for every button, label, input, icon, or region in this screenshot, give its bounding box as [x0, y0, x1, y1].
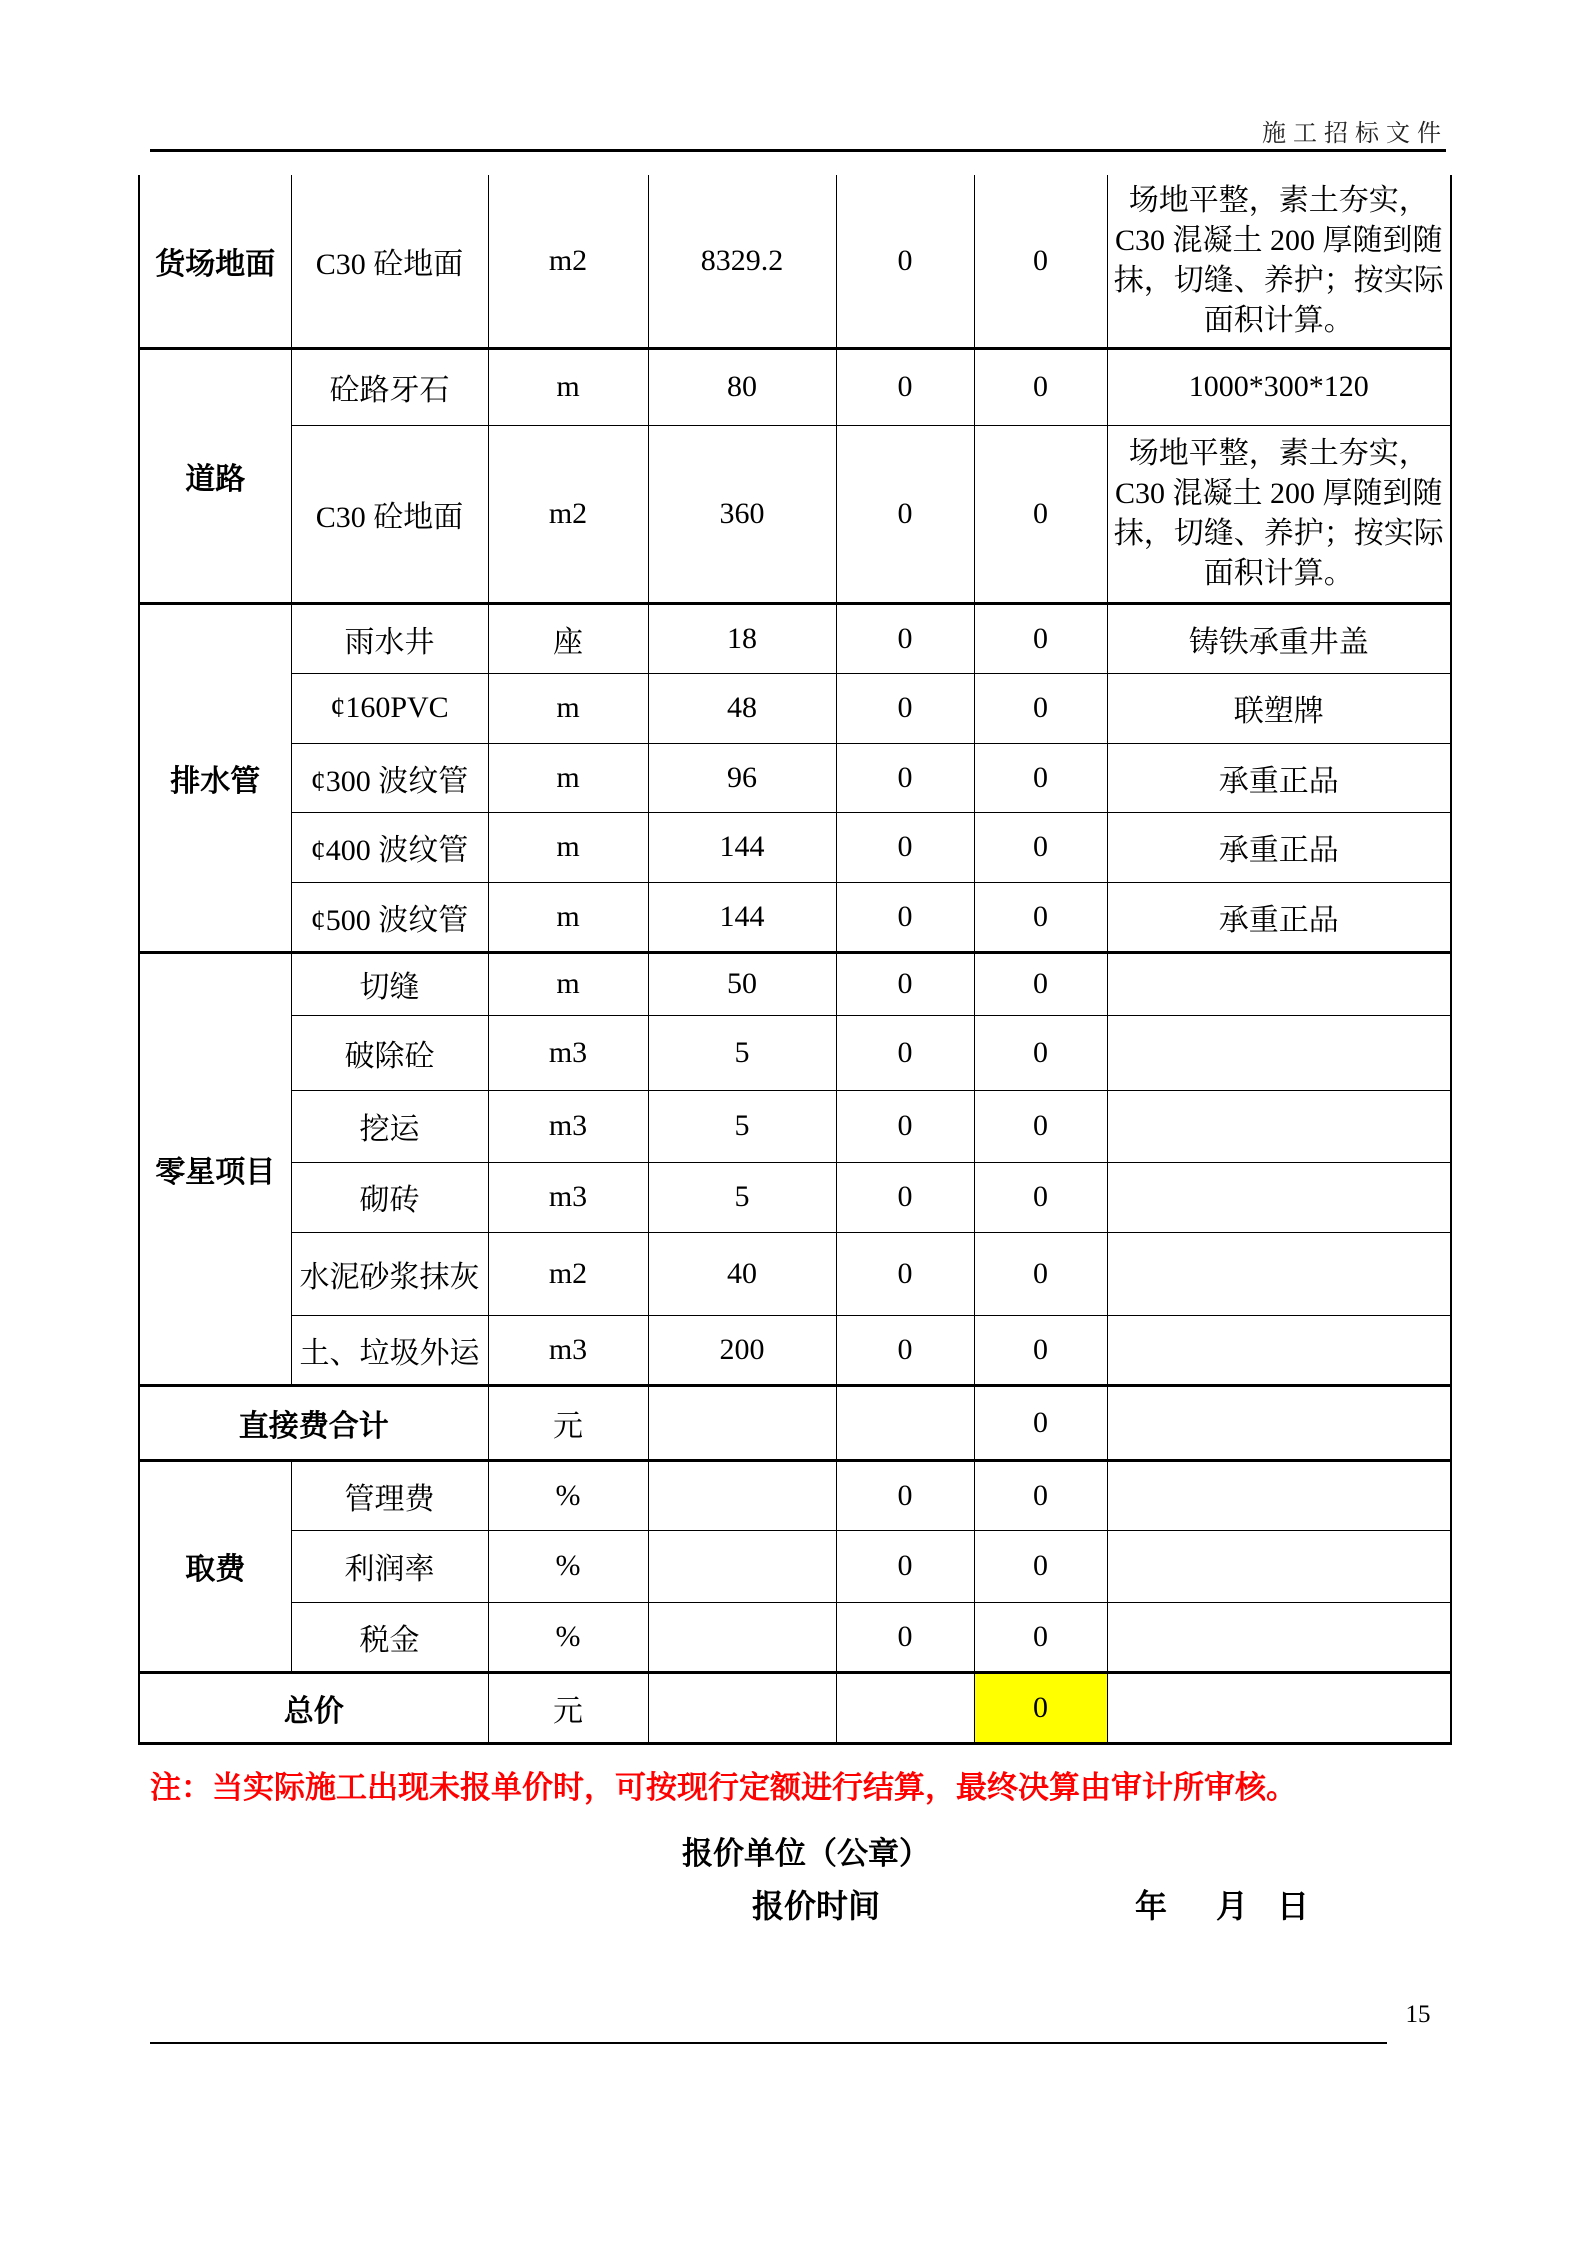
table-row — [139, 1162, 1451, 1232]
cell-note: 场地平整，素土夯实，C30 混凝土 200 厚随到随抹，切缝、养护；按实际面积计算。 — [1107, 175, 1451, 348]
table-row — [139, 812, 1451, 882]
month-label: 月 — [1216, 1888, 1249, 1924]
cell-qty — [648, 1385, 836, 1460]
cell-price: 0 — [836, 812, 974, 882]
cell-amount: 0 — [974, 952, 1107, 1015]
cell-amount: 0 — [974, 175, 1107, 348]
table-row — [139, 1232, 1451, 1315]
header-rule — [150, 149, 1446, 152]
table-row — [139, 1460, 1451, 1530]
table-row — [139, 1315, 1451, 1385]
cell-price: 0 — [836, 1315, 974, 1385]
cell-item: 挖运 — [291, 1090, 488, 1162]
cell-price: 0 — [836, 1460, 974, 1530]
cell-note — [1107, 1315, 1451, 1385]
cell-item: ¢500 波纹管 — [291, 882, 488, 952]
cell-unit: m2 — [488, 1232, 648, 1315]
cell-amount: 0 — [974, 1530, 1107, 1602]
cell-unit: % — [488, 1602, 648, 1672]
cell-item: 切缝 — [291, 952, 488, 1015]
cell-group: 零星项目 — [139, 952, 291, 1385]
cell-price: 0 — [836, 1232, 974, 1315]
cell-unit: m3 — [488, 1015, 648, 1090]
cell-unit: m — [488, 952, 648, 1015]
cell-price: 0 — [836, 743, 974, 812]
cell-item: 雨水井 — [291, 603, 488, 673]
cell-item: 管理费 — [291, 1460, 488, 1530]
cell-amount: 0 — [974, 812, 1107, 882]
cell-note — [1107, 952, 1451, 1015]
cell-unit: % — [488, 1530, 648, 1602]
cell-note: 承重正品 — [1107, 812, 1451, 882]
cell-price — [836, 1385, 974, 1460]
cell-note: 场地平整，素土夯实，C30 混凝土 200 厚随到随抹，切缝、养护；按实际面积计算。 — [1107, 425, 1451, 603]
cell-unit: m2 — [488, 425, 648, 603]
cell-note — [1107, 1232, 1451, 1315]
cell-item: 土、垃圾外运 — [291, 1315, 488, 1385]
cell-amount: 0 — [974, 1232, 1107, 1315]
cell-item: 破除砼 — [291, 1015, 488, 1090]
cell-unit: m3 — [488, 1162, 648, 1232]
sign-time-label: 报价时间 — [752, 1888, 881, 1924]
cell-qty: 40 — [648, 1232, 836, 1315]
table-row — [139, 425, 1451, 603]
cell-qty — [648, 1602, 836, 1672]
cell-unit: m3 — [488, 1090, 648, 1162]
table-row — [139, 673, 1451, 743]
cell-group: 直接费合计 — [139, 1385, 488, 1460]
cell-amount: 0 — [974, 882, 1107, 952]
cell-unit: 元 — [488, 1672, 648, 1743]
cell-qty: 96 — [648, 743, 836, 812]
cell-qty: 5 — [648, 1015, 836, 1090]
cell-item: 砌砖 — [291, 1162, 488, 1232]
cell-item: 利润率 — [291, 1530, 488, 1602]
cell-item: 税金 — [291, 1602, 488, 1672]
cell-qty: 5 — [648, 1162, 836, 1232]
table-row — [139, 1090, 1451, 1162]
cell-qty: 144 — [648, 882, 836, 952]
cell-group: 取费 — [139, 1460, 291, 1672]
table-row — [139, 348, 1451, 425]
cell-price: 0 — [836, 673, 974, 743]
cell-amount: 0 — [974, 1315, 1107, 1385]
cell-group: 道路 — [139, 348, 291, 603]
cell-unit: m3 — [488, 1315, 648, 1385]
cell-price: 0 — [836, 1530, 974, 1602]
cell-group: 货场地面 — [139, 175, 291, 348]
cell-price — [836, 1672, 974, 1743]
cell-group: 排水管 — [139, 603, 291, 952]
cell-price: 0 — [836, 175, 974, 348]
cell-unit: m2 — [488, 175, 648, 348]
cell-amount: 0 — [974, 1090, 1107, 1162]
footer-rule — [150, 2042, 1387, 2044]
table-row — [139, 1672, 1451, 1743]
cell-note: 承重正品 — [1107, 743, 1451, 812]
cell-unit: % — [488, 1460, 648, 1530]
cell-amount: 0 — [974, 1385, 1107, 1460]
cell-price: 0 — [836, 1015, 974, 1090]
cell-qty: 18 — [648, 603, 836, 673]
cell-group: 总价 — [139, 1672, 488, 1743]
cell-amount: 0 — [974, 425, 1107, 603]
cell-note: 联塑牌 — [1107, 673, 1451, 743]
cell-qty: 50 — [648, 952, 836, 1015]
cell-note — [1107, 1162, 1451, 1232]
cell-qty: 360 — [648, 425, 836, 603]
cell-qty: 144 — [648, 812, 836, 882]
cell-price: 0 — [836, 425, 974, 603]
table-row — [139, 175, 1451, 348]
cell-price: 0 — [836, 952, 974, 1015]
table-row — [139, 1530, 1451, 1602]
day-label: 日 — [1277, 1888, 1310, 1924]
cell-item: C30 砼地面 — [291, 425, 488, 603]
cell-note: 承重正品 — [1107, 882, 1451, 952]
cell-unit: m — [488, 673, 648, 743]
sign-unit-label: 报价单位（公章） — [682, 1836, 930, 1871]
cell-unit: m — [488, 882, 648, 952]
cell-item: ¢400 波纹管 — [291, 812, 488, 882]
cell-note — [1107, 1460, 1451, 1530]
cell-amount: 0 — [974, 1602, 1107, 1672]
cell-note — [1107, 1090, 1451, 1162]
cell-unit: 元 — [488, 1385, 648, 1460]
cell-amount: 0 — [974, 1460, 1107, 1530]
cell-qty — [648, 1672, 836, 1743]
cell-price: 0 — [836, 1602, 974, 1672]
cell-item: 砼路牙石 — [291, 348, 488, 425]
cell-qty: 8329.2 — [648, 175, 836, 348]
cell-qty — [648, 1460, 836, 1530]
table-row — [139, 952, 1451, 1015]
cell-amount-highlighted: 0 — [974, 1672, 1107, 1743]
cell-unit: m — [488, 348, 648, 425]
table-row — [139, 603, 1451, 673]
cell-price: 0 — [836, 603, 974, 673]
cell-item: 水泥砂浆抹灰 — [291, 1232, 488, 1315]
cell-note — [1107, 1015, 1451, 1090]
cell-amount: 0 — [974, 1015, 1107, 1090]
table-row — [139, 882, 1451, 952]
cell-amount: 0 — [974, 743, 1107, 812]
cell-qty: 80 — [648, 348, 836, 425]
cell-item: ¢300 波纹管 — [291, 743, 488, 812]
cell-price: 0 — [836, 882, 974, 952]
table-row — [139, 1015, 1451, 1090]
cell-amount: 0 — [974, 603, 1107, 673]
cell-item: ¢160PVC — [291, 673, 488, 743]
cell-unit: m — [488, 812, 648, 882]
year-label: 年 — [1135, 1888, 1168, 1924]
sign-date-line — [0, 1881, 1587, 1924]
page-number: 15 — [1405, 2001, 1431, 2028]
cell-price: 0 — [836, 348, 974, 425]
cell-note — [1107, 1530, 1451, 1602]
cell-item: C30 砼地面 — [291, 175, 488, 348]
cell-unit: 座 — [488, 603, 648, 673]
cell-amount: 0 — [974, 673, 1107, 743]
quotation-table — [138, 175, 1452, 1745]
cell-qty: 48 — [648, 673, 836, 743]
table-row — [139, 1602, 1451, 1672]
cell-note: 1000*300*120 — [1107, 348, 1451, 425]
cell-note — [1107, 1602, 1451, 1672]
cell-price: 0 — [836, 1090, 974, 1162]
cell-qty — [648, 1530, 836, 1602]
cell-amount: 0 — [974, 1162, 1107, 1232]
table-row — [139, 1385, 1451, 1460]
cell-qty: 200 — [648, 1315, 836, 1385]
table-row — [139, 743, 1451, 812]
cell-unit: m — [488, 743, 648, 812]
cell-note — [1107, 1672, 1451, 1743]
cell-price: 0 — [836, 1162, 974, 1232]
header-title: 施工招标文件 — [1262, 121, 1448, 147]
cell-qty: 5 — [648, 1090, 836, 1162]
cell-note: 铸铁承重井盖 — [1107, 603, 1451, 673]
settlement-note: 注：当实际施工出现未报单价时，可按现行定额进行结算，最终决算由审计所审核。 — [150, 1770, 1297, 1805]
cell-note — [1107, 1385, 1451, 1460]
cell-amount: 0 — [974, 348, 1107, 425]
